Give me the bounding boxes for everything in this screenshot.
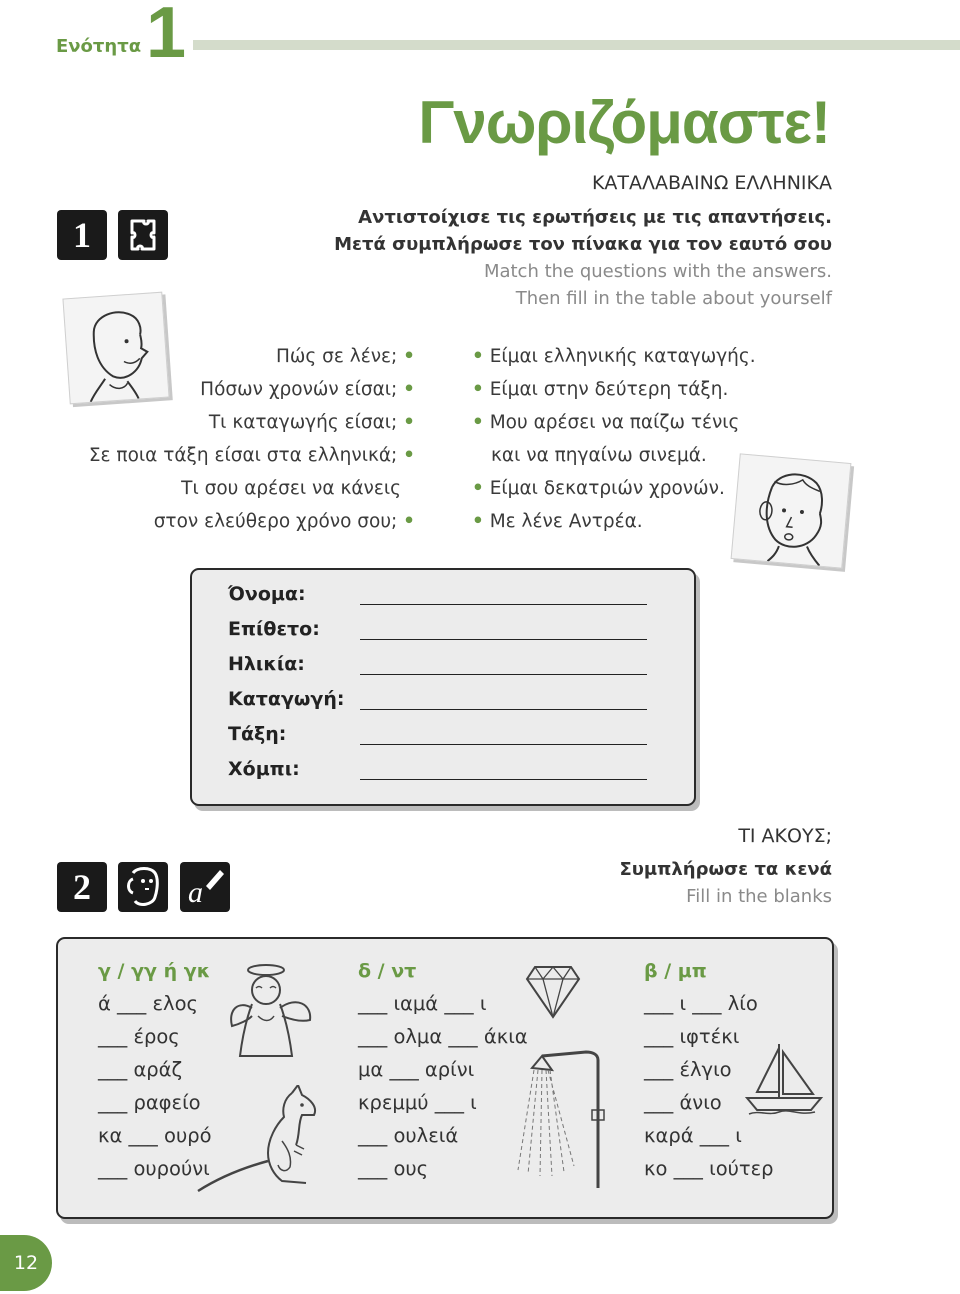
page-number: 12 [0, 1235, 52, 1291]
instruction-el-2: Μετά συμπλήρωσε τον πίνακα για τον εαυτό σου [334, 234, 832, 255]
form-label-grade: Τάξη: [228, 723, 287, 745]
section2-heading: ΤΙ ΑΚΟΥΣ; [738, 825, 832, 847]
question-3: Τι καταγωγής είσαι; • [208, 412, 415, 433]
question-5a: Τι σου αρέσει να κάνεις [181, 478, 401, 499]
answer-1: • Είμαι ελληνικής καταγωγής. [472, 346, 756, 367]
word-1-3: ___ αράζ [98, 1058, 183, 1081]
puzzle-icon [118, 210, 168, 260]
svg-text:a: a [188, 876, 203, 908]
unit-label: Ενότητα [56, 36, 142, 57]
kangaroo-illustration [196, 1085, 326, 1199]
form-line-name[interactable] [360, 604, 647, 605]
word-3-2: ___ ιφτέκι [644, 1025, 740, 1048]
page-title: Γνωριζόμαστε! [418, 89, 830, 156]
word-3-1: ___ ι ___ λίο [644, 992, 758, 1015]
word-2-3: μα ___ αρίνι [358, 1058, 475, 1081]
form-label-surname: Επίθετο: [228, 618, 320, 640]
section2-instruction-el: Συμπλήρωσε τα κενά [619, 859, 832, 880]
form-label-age: Ηλικία: [228, 653, 305, 675]
shower-illustration [512, 1050, 612, 1194]
word-3-6: κο ___ ιούτερ [644, 1157, 774, 1180]
form-line-grade[interactable] [360, 744, 647, 745]
answer-4: • Είμαι δεκατριών χρονών. [472, 478, 725, 499]
form-label-name: Όνομα: [228, 583, 306, 605]
word-1-2: ___ έρος [98, 1025, 180, 1048]
word-3-4: ___ άνιο [644, 1091, 722, 1114]
section2-number-badge: 2 [57, 862, 107, 912]
word-2-2: ___ ολμα ___ άκια [358, 1025, 528, 1048]
answer-2: • Είμαι στην δεύτερη τάξη. [472, 379, 729, 400]
diamond-illustration [525, 957, 581, 1023]
sailboat-illustration [745, 1040, 825, 1120]
word-1-5: κα ___ ουρό [98, 1124, 212, 1147]
word-3-3: ___ έλγιο [644, 1058, 732, 1081]
instruction-en-1: Match the questions with the answers. [483, 261, 832, 282]
question-5b: στον ελεύθερο χρόνο σου; • [153, 511, 415, 532]
column-header-3: β / μπ [644, 960, 707, 982]
column-header-1: γ / γγ ή γκ [98, 960, 211, 982]
word-2-5: ___ ουλειά [358, 1124, 459, 1147]
answer-3a: • Μου αρέσει να παίζω τένις [472, 412, 740, 433]
unit-number: 1 [146, 0, 187, 73]
answer-3b: και να πηγαίνω σινεμά. [491, 445, 707, 466]
instruction-en-2: Then fill in the table about yourself [515, 288, 832, 309]
form-line-origin[interactable] [360, 709, 647, 710]
word-2-6: ___ ους [358, 1157, 429, 1180]
question-1: Πώς σε λένε; • [276, 346, 415, 367]
column-header-2: δ / ντ [358, 960, 417, 982]
section1-heading: ΚΑΤΑΛΑΒΑΙΝΩ ΕΛΛΗΝΙΚΑ [591, 172, 832, 194]
header-bar [193, 40, 960, 50]
word-1-6: ___ ουρούνι [98, 1157, 210, 1180]
form-line-age[interactable] [360, 674, 647, 675]
form-line-hobby[interactable] [360, 779, 647, 780]
question-4: Σε ποια τάξη είσαι στα ελληνικά; • [88, 445, 415, 466]
angel-illustration [226, 960, 316, 1064]
writing-hand-icon [180, 862, 230, 912]
form-label-origin: Καταγωγή: [228, 688, 345, 710]
word-2-4: κρεμμύ ___ ι [358, 1091, 477, 1114]
answer-5: • Με λένε Αντρέα. [472, 511, 643, 532]
boy-portrait-2 [731, 453, 852, 568]
form-line-surname[interactable] [360, 639, 647, 640]
section2-instruction-en: Fill in the blanks [686, 886, 832, 907]
word-1-4: ___ ραφείο [98, 1091, 201, 1114]
form-label-hobby: Χόμπι: [228, 758, 300, 780]
question-2: Πόσων χρονών είσαι; • [200, 379, 415, 400]
boy-portrait-1 [62, 292, 169, 405]
listening-face-icon [118, 862, 168, 912]
word-1-1: ά ___ ελος [98, 992, 198, 1015]
section1-number-badge: 1 [57, 210, 107, 260]
instruction-el-1: Αντιστοίχισε τις ερωτήσεις με τις απαντήσεις. [358, 207, 832, 228]
word-3-5: καρά ___ ι [644, 1124, 742, 1147]
word-2-1: ___ ιαμά ___ ι [358, 992, 487, 1015]
